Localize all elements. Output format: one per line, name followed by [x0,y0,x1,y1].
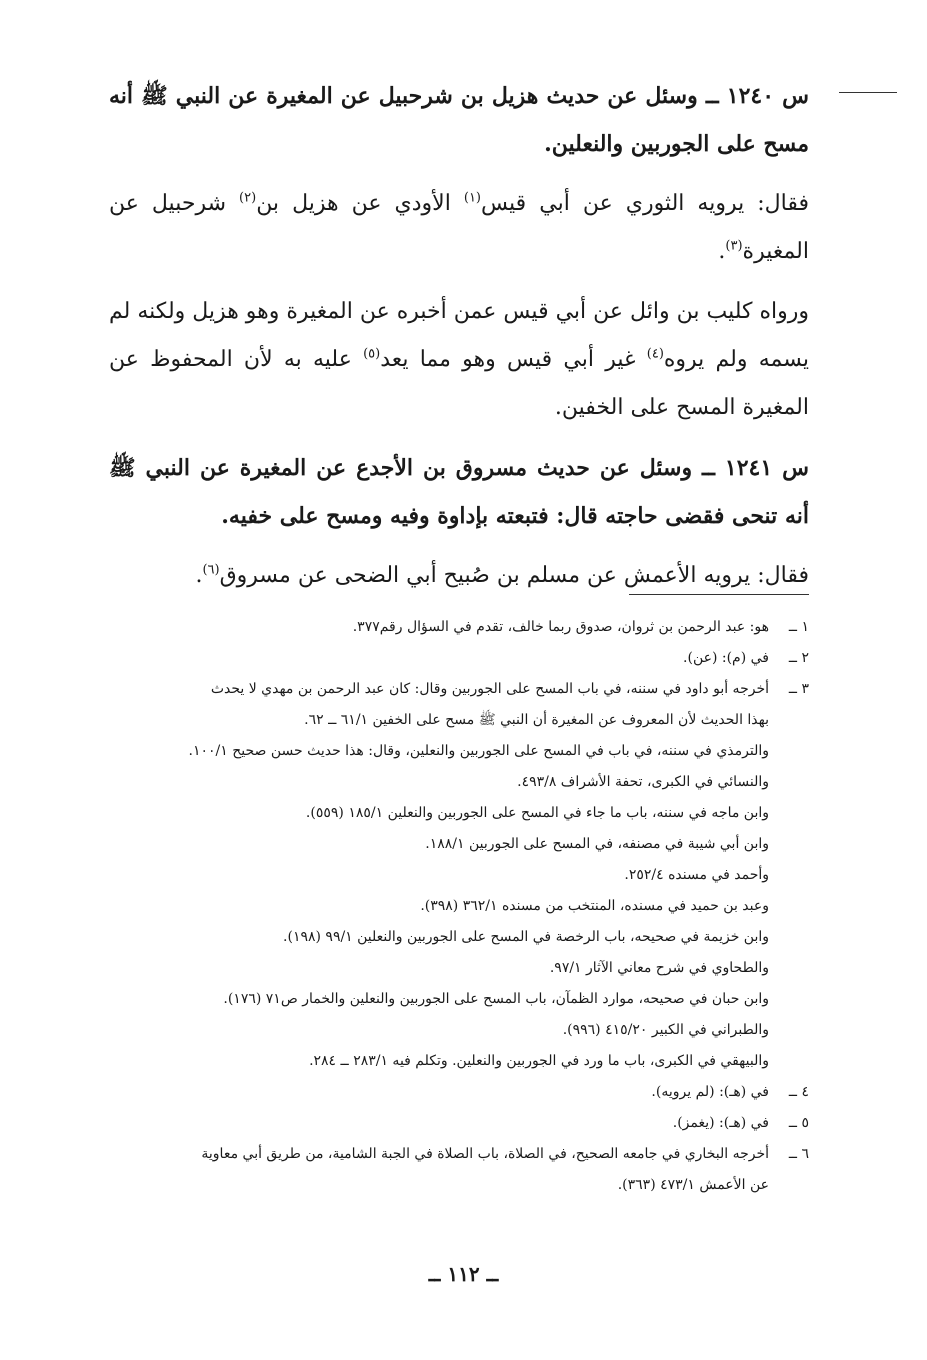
footnote-ref-1: (١) [463,190,481,206]
question-1240: س ١٢٤٠ ــ وسئل عن حديث هزيل بن شرحبيل عن المغيرة عن النبي ﷺ أنه مسح على الجوربين والنعلين. [109,83,809,157]
footnote-line: والترمذي في سننه، في باب في المسح على الجوربين والنعلين، وقال: هذا حديث حسن صحيح ١٠٠/١. [188,743,769,759]
footnote-number: ٥ ــ [788,1115,809,1131]
footnote-ref-6: (٦) [202,562,220,578]
continued-part3: عليه به لأن المحفوظ عن المغيرة المسح على الخفين. [109,347,809,420]
continued-part1: ورواه كليب بن وائل عن أبي قيس عمن أخبره عن المغيرة وهو هزيل ولكنه لم يسمه ولم يروه [109,299,809,372]
answer-1241-part1: فقال: يرويه الأعمش عن مسلم بن صُبيح أبي الضحى عن مسروق [219,563,809,588]
footnote-number: ٢ ــ [788,650,809,666]
footnote-line: والطبراني في الكبير ٤١٥/٢٠ (٩٩٦). [562,1022,769,1038]
footnote-number: ٤ ــ [788,1084,809,1100]
page-number: ــ ١١٢ ــ [428,1262,499,1286]
answer-1240-part3: شرحبيل عن المغيرة [109,191,809,264]
question-1241: س ١٢٤١ ــ وسئل عن حديث مسروق بن الأجدع عن المغيرة عن النبي ﷺ أنه تنحى فقضى حاجته قال: فتبعته بإداوة وفيه ومسح على خفيه. [109,455,809,529]
footnote-number: ٣ ــ [788,681,809,697]
footnote-line: عن الأعمش ٤٧٣/١ (٣٦٣). [617,1177,769,1193]
footnote-3 [109,674,809,1077]
footnote-line: وأحمد في مسنده ٢٥٢/٤. [624,867,769,883]
footnote-6 [109,1139,809,1201]
footnote-4 [109,1077,809,1108]
answer-1240-continued [109,288,809,432]
answer-1240 [109,180,809,276]
footnote-5 [109,1108,809,1139]
footnote-line: وابن أبي شيبة في مصنفه، في المسح على الجوربين ١٨٨/١. [425,836,769,852]
footnote-ref-3: (٣) [725,238,743,254]
answer-1240-part2: الأودي عن هزيل بن [256,191,464,216]
footnote-line: وعبد بن حميد في مسنده، المنتخب من مسنده ٣٦٢/١ (٣٩٨). [420,898,769,914]
footnote-ref-2: (٢) [239,190,257,206]
footnote-line: وابن ماجه في سننه، باب ما جاء في المسح على الجوربين والنعلين ١٨٥/١ (٥٥٩). [305,805,769,821]
footnote-text: في (هـ): (لم يرويه). [651,1084,769,1100]
continued-part2: غير أبي قيس وهو مما يعد [380,347,647,372]
footnote-line: وابن حبان في صحيحه، موارد الظمآن، باب المسح على الجوربين والنعلين والخمار ص٧١ (١٧٦). [223,991,769,1007]
main-text [109,72,809,612]
footnote-text: في (م): (عن). [683,650,769,666]
answer-1241-end: . [195,563,203,588]
footnote-text: هو: عبد الرحمن بن ثروان، صدوق ربما خالف، تقدم في السؤال رقم٣٧٧. [352,619,769,635]
footnote-1 [109,612,809,643]
footnote-2 [109,643,809,674]
footnotes [109,612,809,1201]
answer-1240-part1: فقال: يرويه الثوري عن أبي قيس [481,191,809,216]
footnote-number: ١ ــ [788,619,809,635]
footnote-text: أخرجه البخاري في جامعه الصحيح، في الصلاة، باب الصلاة في الجبة الشامية، من طريق أبي معاوية [201,1146,769,1162]
margin-mark [839,92,897,93]
answer-1241 [109,552,809,600]
footnote-number: ٦ ــ [788,1146,809,1162]
footnote-ref-4: (٤) [646,346,664,362]
footnote-separator [629,594,809,595]
footnote-line: والبيهقي في الكبرى، باب ما ورد في الجوربين والنعلين. وتكلم فيه ٢٨٣/١ ــ ٢٨٤. [309,1053,769,1069]
footnote-line: وابن خزيمة في صحيحه، باب الرخصة في المسح على الجوربين والنعلين ٩٩/١ (١٩٨). [283,929,769,945]
footnote-line: والنسائي في الكبرى، تحفة الأشراف ٤٩٣/٨. [517,774,769,790]
footnote-text: أخرجه أبو داود في سننه، في باب المسح على الجوربين وقال: كان عبد الرحمن بن مهدي لا يحدث [210,681,769,697]
footnote-line: والطحاوي في شرح معاني الآثار ٩٧/١. [549,960,769,976]
footnote-text: في (هـ): (يغمز). [672,1115,769,1131]
footnote-ref-5: (٥) [363,346,381,362]
answer-1240-end: . [718,239,726,264]
footnote-line: بهذا الحديث لأن المعروف عن المغيرة أن النبي ﷺ مسح على الخفين ٦١/١ ــ ٦٢. [304,712,769,728]
